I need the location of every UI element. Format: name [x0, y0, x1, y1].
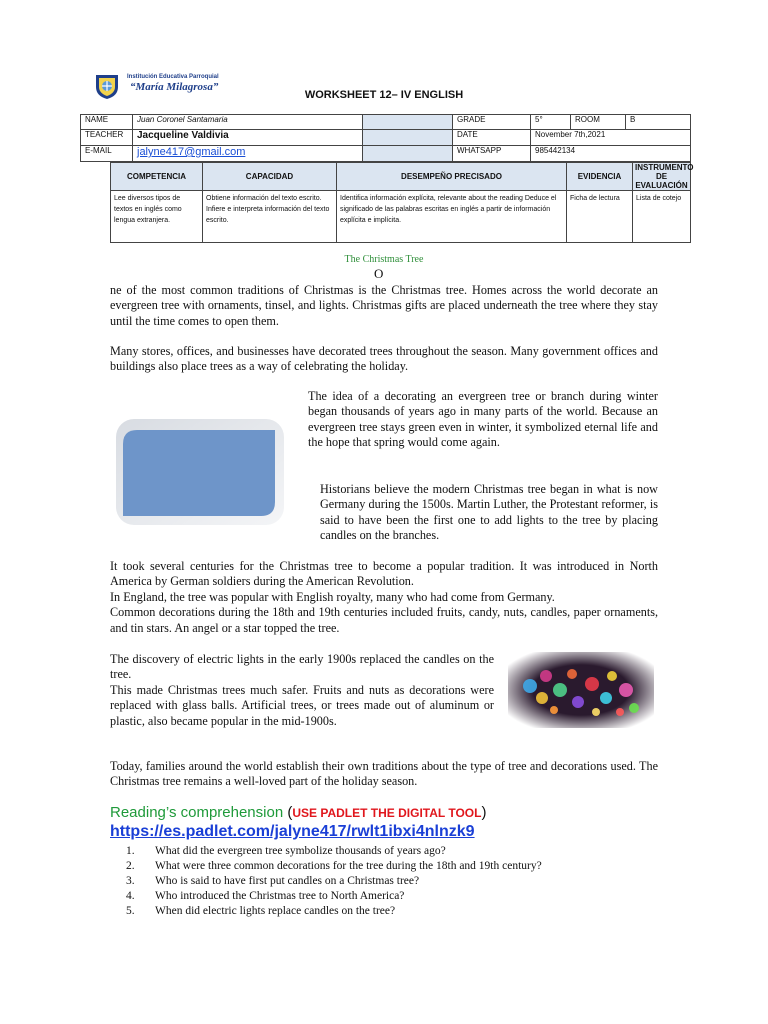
cell-capacidad: Obtiene información del texto escrito. Infiere e interpreta información del texto escrito. [203, 191, 337, 243]
question-text: What did the evergreen tree symbolize thousands of years ago? [155, 845, 446, 857]
teacher-extra-cell [363, 130, 453, 146]
date-label: DATE [453, 130, 531, 146]
question-item [126, 874, 666, 889]
question-number: 3. [126, 875, 135, 887]
question-item [126, 904, 666, 919]
header-desempeno: DESEMPEÑO PRECISADO [337, 163, 567, 191]
date-value: November 7th,2021 [531, 130, 691, 146]
question-number: 4. [126, 890, 135, 902]
header-competencia: COMPETENCIA [111, 163, 203, 191]
header-evidencia: EVIDENCIA [567, 163, 633, 191]
paragraph-6 [110, 652, 494, 729]
header-capacidad: CAPACIDAD [203, 163, 337, 191]
drop-cap: O [374, 266, 384, 281]
question-number: 5. [126, 905, 135, 917]
comprehension-heading [110, 804, 486, 821]
comprehension-title: Reading’s comprehension [110, 804, 284, 821]
paragraph-5c: Common decorations during the 18th and 19th centuries included fruits, candy, nuts, candles, paper ornaments, and tin stars. An angel or a star topped the tree. [110, 605, 658, 635]
question-text: Who introduced the Christmas tree to North America? [155, 890, 405, 902]
questions-list [126, 844, 666, 919]
question-item [126, 859, 666, 874]
teacher-value: Jacqueline Valdivia [133, 130, 363, 146]
email-label: E-MAIL [81, 146, 133, 162]
paragraph-6a: The discovery of electric lights in the early 1900s replaced the candles on the tree. [110, 652, 494, 682]
paragraph-6b: This made Christmas trees much safer. Fruits and nuts as decorations were replaced with glass balls. Artificial trees, or trees made out of aluminum or plastic, also became popular in the mid-1900s. [110, 682, 494, 728]
paragraph-5b: In England, the tree was popular with English royalty, many who had come from Germany. [110, 589, 555, 604]
grade-label: GRADE [453, 115, 531, 130]
padlet-instruction: USE PADLET THE DIGITAL TOOL [292, 806, 482, 820]
teacher-label: TEACHER [81, 130, 133, 146]
name-extra-cell [363, 115, 453, 130]
question-number: 2. [126, 860, 135, 872]
paragraph-7: Today, families around the world establish their own traditions about the type of tree and decorations used. The Christmas tree remains a well-loved part of the holiday season. [110, 759, 658, 789]
competencias-table [110, 162, 694, 243]
close-paren: ) [481, 804, 487, 821]
worksheet-title: WORKSHEET 12– IV ENGLISH [304, 89, 464, 101]
christmas-lights-image [508, 652, 654, 728]
paragraph-4: Historians believe the modern Christmas tree began in what is now Germany during the 1500s. Martin Luther, the Protestant reformer, is said to have been the first one to add lights to the tree by placing candles on the branches. [320, 482, 658, 543]
grade-value: 5° [531, 115, 571, 130]
paragraph-2: Many stores, offices, and businesses have decorated trees throughout the season. Many government offices and buildings also place trees as a way of celebrating the holiday. [110, 344, 658, 374]
cell-evidencia: Ficha de lectura [567, 191, 633, 243]
room-label: ROOM [571, 115, 626, 130]
name-label: NAME [81, 115, 133, 130]
school-name-line1: Institución Educativa Parroquial [127, 74, 219, 80]
padlet-link[interactable]: https://es.padlet.com/jalyne417/rwlt1ibxi4nlnzk9 [110, 823, 475, 840]
reading-title: The Christmas Tree [344, 254, 424, 265]
student-info-table [80, 114, 691, 162]
school-name-line2: “María Milagrosa” [130, 81, 219, 93]
email-link[interactable]: jalyne417@gmail.com [133, 146, 363, 162]
whatsapp-label: WHATSAPP [453, 146, 531, 162]
paragraph-5a: It took several centuries for the Christmas tree to become a popular tradition. It was introduced in North America by German soldiers during the American Revolution. [110, 559, 658, 589]
question-text: When did electric lights replace candles on the tree? [155, 905, 396, 917]
question-item [126, 889, 666, 904]
paragraph-5 [110, 559, 658, 636]
name-value: Juan Coronel Santamaria [133, 115, 363, 130]
blue-frame-image [115, 418, 285, 526]
question-number: 1. [126, 845, 135, 857]
question-text: Who is said to have first put candles on a Christmas tree? [155, 875, 420, 887]
email-extra-cell [363, 146, 453, 162]
open-paren: ( [287, 804, 293, 821]
question-text: What were three common decorations for the tree during the 18th and 19th century? [155, 860, 542, 872]
cell-desempeno: Identifica información explícita, relevante about the reading Deduce el significado de las palabras escritas en inglés a partir de información explícita e implícita. [337, 191, 567, 243]
paragraph-1: ne of the most common traditions of Christmas is the Christmas tree. Homes across the world decorate an evergreen tree with ornaments, tinsel, and lights. Christmas gifts are placed underneath the tree where they stay until the time comes to open them. [110, 283, 658, 328]
cell-competencia: Lee diversos tipos de textos en inglés como lengua extranjera. [111, 191, 203, 243]
cell-instrumento: Lista de cotejo [633, 191, 691, 243]
header-instrumento: INSTRUMENTO DE EVALUACIÓN [633, 163, 691, 191]
question-item [126, 844, 666, 859]
whatsapp-value: 985442134 [531, 146, 691, 162]
room-value: B [626, 115, 691, 130]
paragraph-3: The idea of a decorating an evergreen tree or branch during winter began thousands of years ago in many parts of the world. Because an evergreen tree stays green even in winter, it symbolized eternal life and the hope that spring would come again. [308, 389, 658, 450]
